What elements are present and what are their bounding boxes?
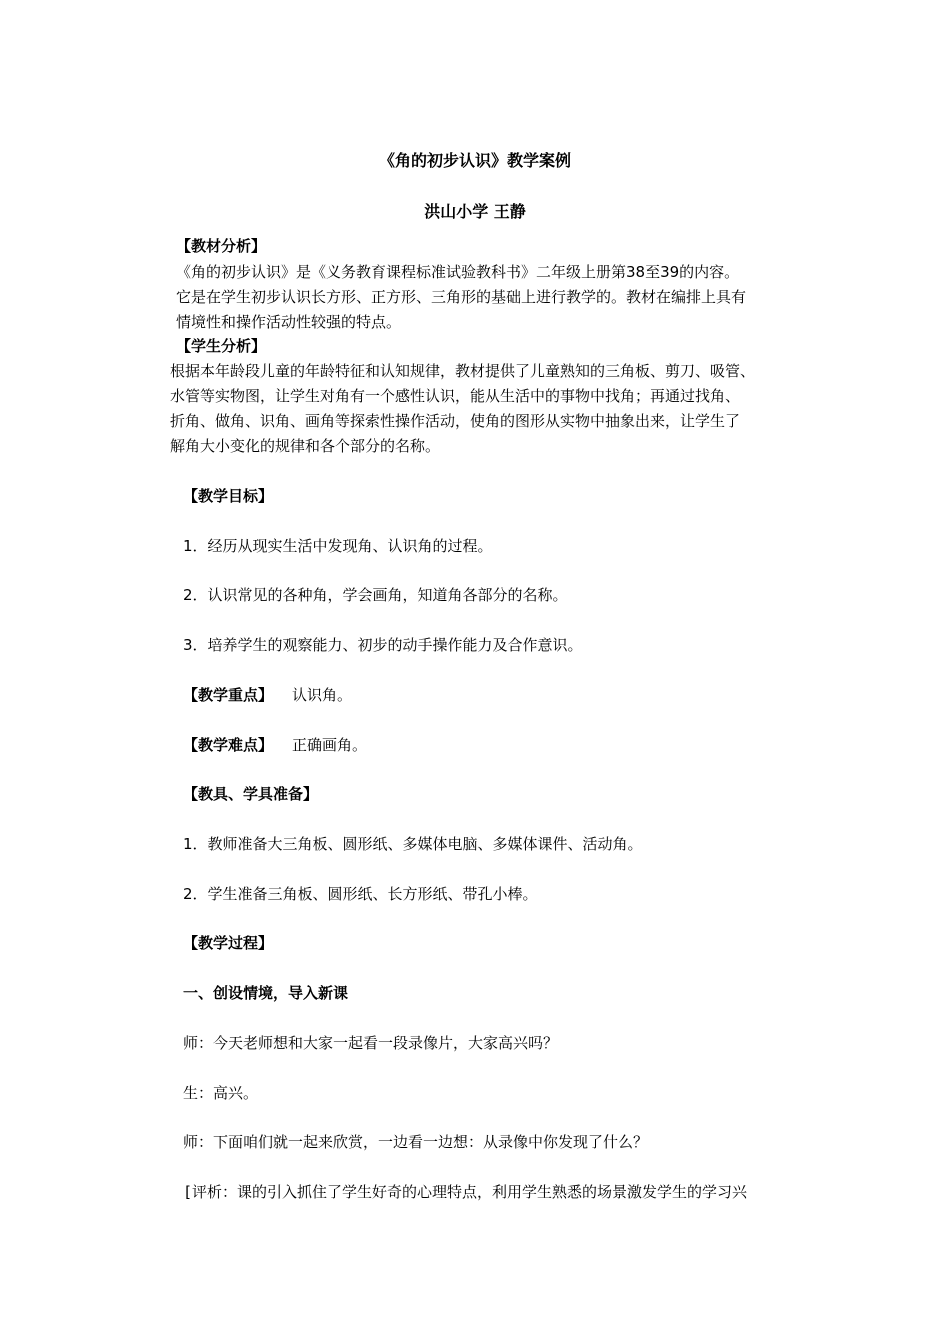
difficulty-heading: 【教学难点】 <box>183 736 274 754</box>
material-item: 1．教师准备大三角板、圆形纸、多媒体电脑、多媒体课件、活动角。 <box>183 835 643 853</box>
goal-item: 2．认识常见的各种角，学会画角，知道角各部分的名称。 <box>183 586 568 604</box>
student-analysis-line: 解角大小变化的规律和各个部分的名称。 <box>170 437 441 455</box>
material-item: 2．学生准备三角板、圆形纸、长方形纸、带孔小棒。 <box>183 885 538 903</box>
document-title: 《角的初步认识》教学案例 <box>378 151 571 170</box>
student-analysis-line: 根据本年龄段儿童的年龄特征和认知规律，教材提供了儿童熟知的三角板、剪刀、吸管、 <box>170 362 756 380</box>
student-analysis-line: 水管等实物图，让学生对角有一个感性认识，能从生活中的事物中找角；再通过找角、 <box>170 387 741 405</box>
student-analysis-heading: 【学生分析】 <box>176 337 267 355</box>
key-point-text: 认识角。 <box>292 686 353 704</box>
textbook-analysis-heading: 【教材分析】 <box>176 237 267 255</box>
key-point-heading: 【教学重点】 <box>183 686 274 704</box>
difficulty-text: 正确画角。 <box>292 736 368 754</box>
textbook-analysis-line: 它是在学生初步认识长方形、正方形、三角形的基础上进行教学的。教材在编排上具有 <box>176 288 747 306</box>
process-section-heading: 一、创设情境，导入新课 <box>183 984 349 1002</box>
student-analysis-line: 折角、做角、识角、画角等探索性操作活动，使角的图形从实物中抽象出来，让学生了 <box>170 412 741 430</box>
dialogue-line: 师：今天老师想和大家一起看一段录像片，大家高兴吗？ <box>183 1034 559 1052</box>
document-author: 洪山小学 王静 <box>424 202 526 221</box>
commentary-line: [评析：课的引入抓住了学生好奇的心理特点，利用学生熟悉的场景激发学生的学习兴 <box>183 1183 748 1201</box>
dialogue-line: 生：高兴。 <box>183 1084 259 1102</box>
materials-heading: 【教具、学具准备】 <box>183 785 319 803</box>
textbook-analysis-line: 《角的初步认识》是《义务教育课程标准试验教科书》二年级上册第38至39的内容。 <box>176 263 740 281</box>
goal-item: 3．培养学生的观察能力、初步的动手操作能力及合作意识。 <box>183 636 583 654</box>
dialogue-line: 师：下面咱们就一起来欣赏，一边看一边想：从录像中你发现了什么？ <box>183 1133 649 1151</box>
textbook-analysis-line: 情境性和操作活动性较强的特点。 <box>176 313 402 331</box>
process-heading: 【教学过程】 <box>183 934 274 952</box>
goal-item: 1．经历从现实生活中发现角、认识角的过程。 <box>183 537 493 555</box>
goals-heading: 【教学目标】 <box>183 487 274 505</box>
